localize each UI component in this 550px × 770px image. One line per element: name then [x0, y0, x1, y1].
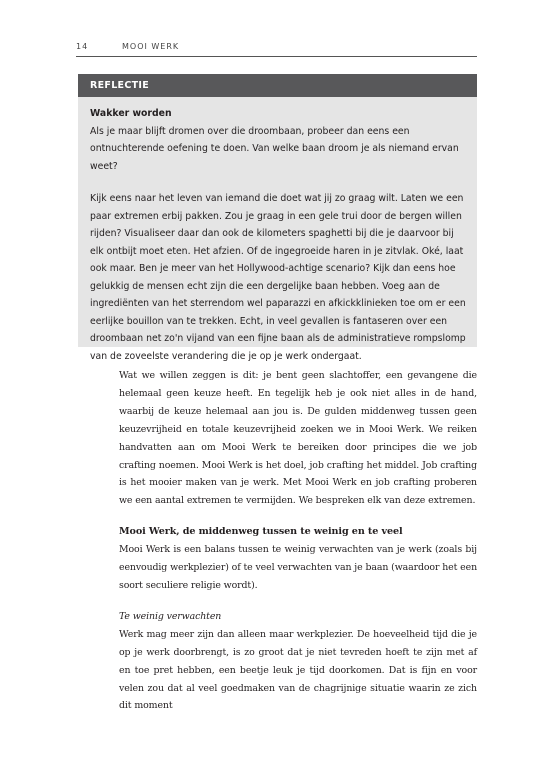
body-paragraph-3: Werk mag meer zijn dan alleen maar werkplezier. De hoeveelheid tijd die je op je werk doorbrengt, is zo groot dat je niet tevreden hoeft te zijn met af en toe pret hebben, een beetje leuk je tijd doorkomen. Dat is fijn en voor velen zou dat al veel goedmaken van de chagrijnige situatie waarin ze zich dit moment: [119, 628, 477, 712]
reflection-paragraph-1: Als je maar blijft dromen over die droombaan, probeer dan eens een ontnuchterende oefening te doen. Van welke baan droom je als niemand ervan weet?: [90, 125, 459, 172]
reflection-box-label: REFLECTIE: [78, 74, 477, 97]
page-number: 14: [76, 42, 89, 51]
section-heading: Mooi Werk, de middenweg tussen te weinig en te veel: [119, 526, 403, 538]
header-divider: [76, 56, 477, 57]
body-paragraph-1: Wat we willen zeggen is dit: je bent geen slachtoffer, een gevangene die helemaal geen keuze heeft. En tegelijk heb je ook niet alles in de hand, waarbij de keuze helemaal aan jou is. De gulden middenweg tussen geen keuzevrijheid en totale keuzevrijheid zoeken we in Mooi Werk. We reiken handvatten aan om Mooi Werk te bereiken door principes die we job crafting noemen. Mooi Werk is het doel, job crafting het middel. Job crafting is het mooier maken van je werk. Met Mooi Werk en job crafting proberen we een aantal extremen te vermijden. We bespreken elk van deze extremen.: [119, 370, 477, 507]
body-paragraph-2: Mooi Werk is een balans tussen te weinig verwachten van je werk (zoals bij eenvoudig werkplezier) of te veel verwachten van je baan (waardoor het een soort seculiere religie wordt).: [119, 544, 478, 591]
running-title: MOOI WERK: [122, 42, 180, 51]
reflection-paragraph-2: Kijk eens naar het leven van iemand die doet wat jij zo graag wilt. Laten we een paar extremen erbij pakken. Zou je graag in een gele trui door de bergen willen rijden? Visualiseer daar dan ook de kilometers spaghetti bij die je daarvoor bij elk ontbijt moet eten. Het afzien. Of de ingegroeide haren in je zitvlak. Oké, laat ook maar. Ben je meer van het Hollywood-achtige scenario? Kijk dan eens hoe gelukkig de mensen echt zijn die een dergelijke baan hebben. Voeg aan de ingrediënten van het sterrendom wel paparazzi en afkickklinieken toe om er een eerlijke bouillon van te trekken. Echt, in veel gevallen is fantaseren over een droombaan net zo'n vijand van een fijne baan als de administratieve rompslomp van de zoveelste verandering die je op je werk ondergaat.: [90, 193, 466, 362]
main-text: [119, 367, 477, 715]
italic-subheading: Te weinig verwachten: [119, 610, 222, 622]
reflection-subheading: Wakker worden: [90, 108, 172, 119]
reflection-box: [78, 97, 477, 362]
running-header: [76, 42, 476, 56]
